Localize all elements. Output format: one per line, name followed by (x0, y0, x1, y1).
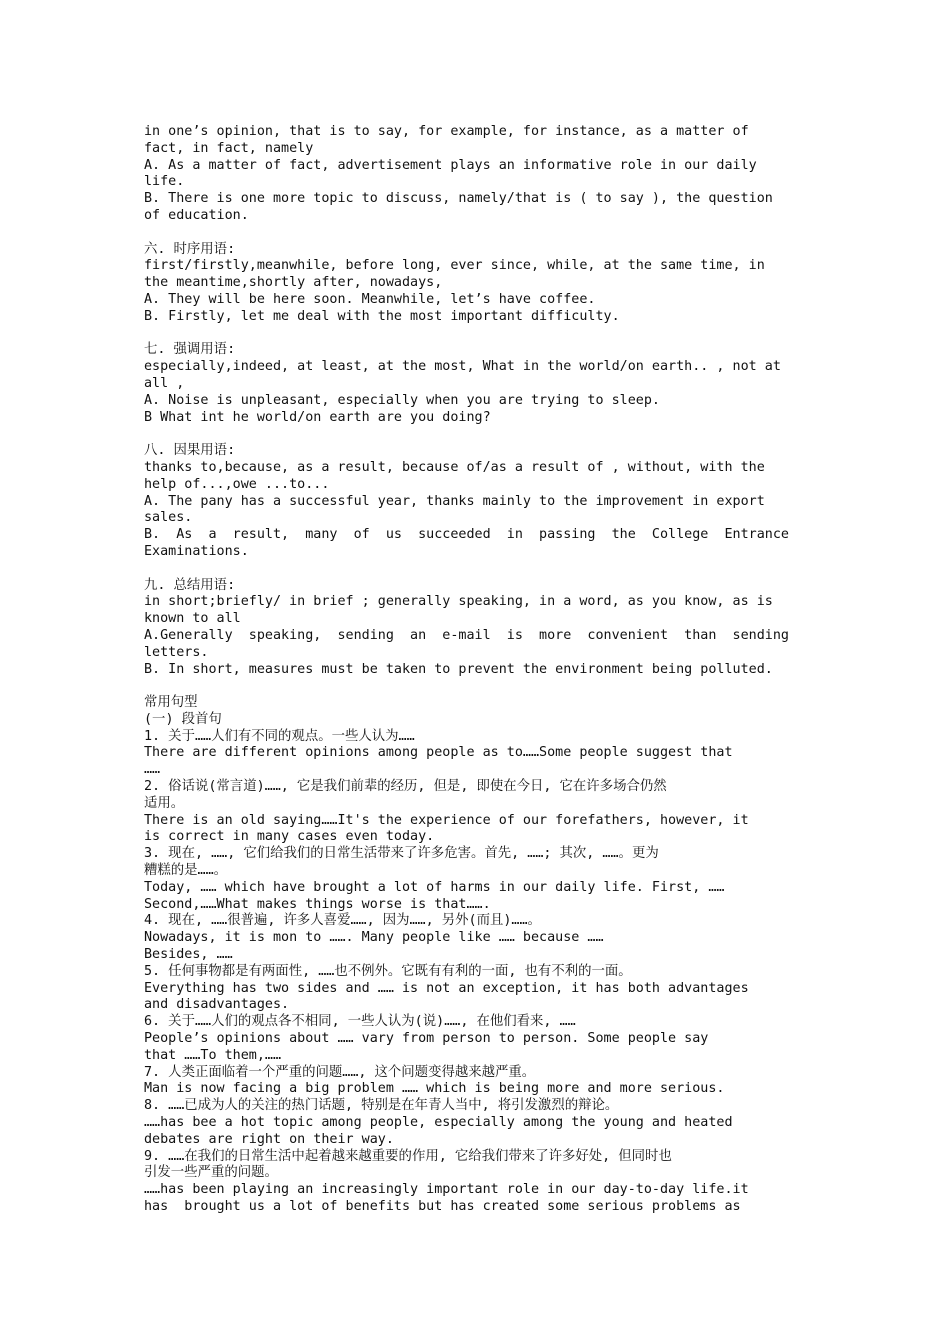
text-line: A.Generally speaking, sending an e-mail is more convenient than sending (144, 627, 789, 643)
text-line: Examinations. (144, 543, 249, 559)
text-line: B What int he world/on earth are you doing? (144, 409, 491, 425)
text-line: A. As a matter of fact, advertisement plays an informative role in our daily (144, 157, 757, 173)
text-line: A. They will be here soon. Meanwhile, let’s have coffee. (144, 291, 596, 307)
text-line: 5. 任何事物都是有两面性, ……也不例外。它既有有利的一面, 也有不利的一面。 (144, 963, 632, 979)
text-line: B. As a result, many of us succeeded in passing the College Entrance (144, 527, 789, 543)
text-line: letters. (144, 644, 209, 660)
text-line: 7. 人类正面临着一个严重的问题……, 这个问题变得越来越严重。 (144, 1064, 536, 1080)
text-line: 糟糕的是……。 (144, 863, 228, 879)
document-page (144, 124, 808, 1216)
text-line: Besides, …… (144, 947, 233, 963)
text-line: 适用。 (144, 795, 185, 811)
text-line: Today, …… which have brought a lot of harms in our daily life. First, …… (144, 879, 725, 895)
text-line: ……has bee a hot topic among people, especially among the young and heated (144, 1115, 733, 1131)
text-line: sales. (144, 510, 193, 526)
text-line: Everything has two sides and …… is not an exception, it has both advantages (144, 980, 749, 996)
text-line: 引发一些严重的问题。 (144, 1165, 278, 1181)
text-line: first/firstly,meanwhile, before long, ever since, while, at the same time, in (144, 258, 765, 274)
blank-line (144, 561, 808, 578)
text-line: in short;briefly/ in brief ; generally speaking, in a word, as you know, as is (144, 594, 773, 610)
text-line: B. In short, measures must be taken to prevent the environment being polluted. (144, 661, 773, 677)
text-line: all , (144, 375, 185, 391)
text-line: 六. 时序用语: (144, 241, 236, 257)
blank-line (144, 225, 808, 242)
text-line: There are different opinions among people as to……Some people suggest that (144, 745, 733, 761)
text-line: life. (144, 174, 185, 190)
blank-line (144, 426, 808, 443)
text-line: 9. ……在我们的日常生活中起着越来越重要的作用, 它给我们带来了许多好处, 但同时也 (144, 1148, 672, 1164)
text-line: help of...,owe ...to... (144, 476, 330, 492)
text-line: 8. ……已成为人的关注的热门话题, 特别是在年青人当中, 将引发激烈的辩论。 (144, 1098, 619, 1114)
text-line: thanks to,because, as a result, because of/as a result of , without, with the (144, 459, 765, 475)
text-line: Man is now facing a big problem …… which is being more and more serious. (144, 1081, 725, 1097)
text-line: 八. 因果用语: (144, 443, 236, 459)
text-line: 6. 关于……人们的观点各不相同, 一些人认为(说)……, 在他们看来, …… (144, 1014, 576, 1030)
text-line: A. Noise is unpleasant, especially when you are trying to sleep. (144, 392, 660, 408)
blank-line (144, 326, 808, 343)
text-line: in one’s opinion, that is to say, for example, for instance, as a matter of (144, 124, 749, 139)
text-line: B. Firstly, let me deal with the most important difficulty. (144, 308, 620, 324)
text-line: …… (144, 762, 161, 778)
text-line: debates are right on their way. (144, 1131, 394, 1147)
blank-line (144, 678, 808, 695)
text-line: 七. 强调用语: (144, 342, 236, 358)
text-line: Nowadays, it is mon to ……. Many people like …… because …… (144, 930, 604, 946)
text-line: 1. 关于……人们有不同的观点。一些人认为…… (144, 728, 415, 744)
text-line: B. There is one more topic to discuss, namely/that is ( to say ), the question (144, 191, 773, 207)
text-line: fact, in fact, namely (144, 140, 314, 156)
text-line: is correct in many cases even today. (144, 829, 435, 845)
text-line: (一) 段首句 (144, 711, 222, 727)
text-line: A. The pany has a successful year, thanks mainly to the improvement in export (144, 493, 765, 509)
text-line: Second,……What makes things worse is that……. (144, 896, 491, 912)
text-line: of education. (144, 207, 249, 223)
text-line: known to all (144, 611, 241, 627)
text-line: 4. 现在, ……很普遍, 许多人喜爱……, 因为……, 另外(而且)……。 (144, 913, 541, 929)
text-line: 常用句型 (144, 695, 198, 711)
text-line: 2. 俗话说(常言道)……, 它是我们前辈的经历, 但是, 即使在今日, 它在许多场合仍然 (144, 779, 667, 795)
text-line: that ……To them,…… (144, 1047, 282, 1063)
text-line: has brought us a lot of benefits but has created some serious problems as (144, 1199, 741, 1214)
text-line: the meantime,shortly after, nowadays, (144, 275, 443, 291)
text-line: 3. 现在, ……, 它们给我们的日常生活带来了许多危害。首先, ……; 其次, ……。更为 (144, 846, 659, 862)
text-line: and disadvantages. (144, 997, 290, 1013)
text-line: People’s opinions about …… vary from person to person. Some people say (144, 1031, 709, 1047)
text-line: There is an old saying……It's the experience of our forefathers, however, it (144, 812, 749, 828)
text-line: 九. 总结用语: (144, 577, 236, 593)
text-line: ……has been playing an increasingly important role in our day-to-day life.it (144, 1182, 749, 1198)
text-line: especially,indeed, at least, at the most, What in the world/on earth.. , not at (144, 359, 781, 375)
